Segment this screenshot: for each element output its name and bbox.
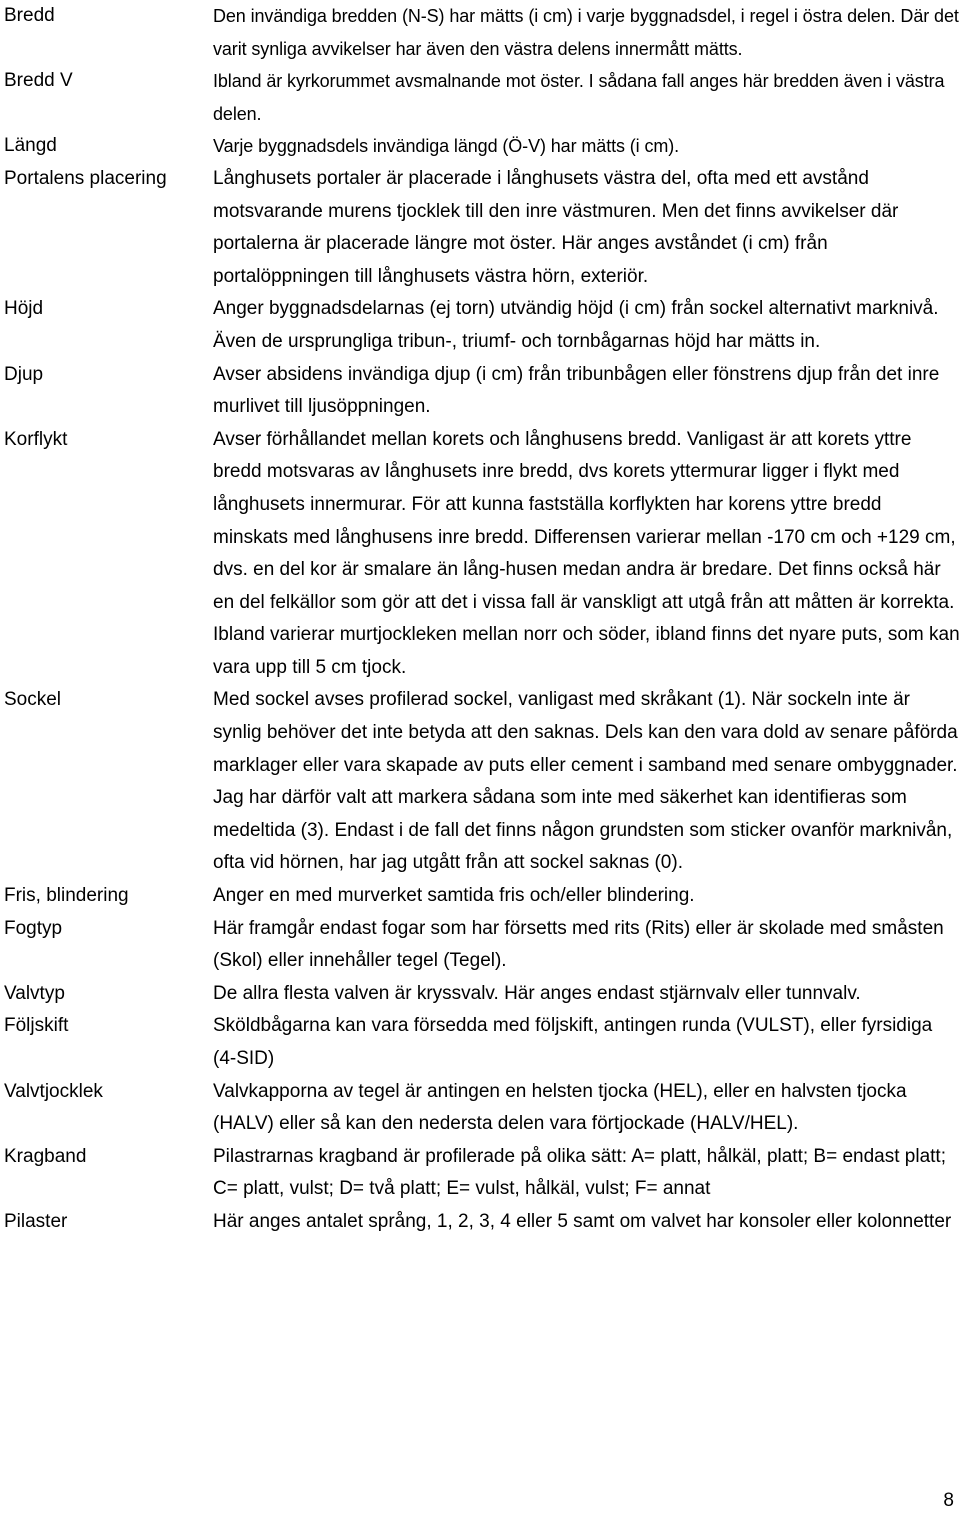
entry-bredd: [0, 0, 960, 65]
term: Djup: [4, 363, 44, 385]
entry-valvtyp: [0, 978, 960, 1011]
entry-portalens-placering: [0, 163, 960, 293]
definition: Anger byggnadsdelarnas (ej torn) utvändig höjd (i cm) från sockel alternativt marknivå. Även de ursprungliga tribun-, triumf- och tornbågarnas höjd har mätts in.: [213, 298, 939, 352]
entry-hojd: [0, 293, 960, 358]
term: Bredd: [4, 5, 55, 26]
entry-fogtyp: [0, 913, 960, 978]
term: Kragband: [4, 1145, 87, 1167]
definition: Varje byggnadsdels invändiga längd (Ö-V) har mätts (i cm).: [213, 136, 680, 157]
definition: De allra flesta valven är kryssvalv. Här anges endast stjärnvalv eller tunnvalv.: [213, 982, 861, 1004]
definition: Långhusets portaler är placerade i långhusets västra del, ofta med ett avstånd motsvarande murens tjocklek till den inre västmuren. Men det finns avvikelser där portalerna är placerade längre mot öster. Här anges avståndet (i cm) från portalöppningen till långhusets västra hörn, exteriör.: [213, 167, 899, 287]
definition: Här anges antalet språng, 1, 2, 3, 4 eller 5 samt om valvet har konsoler eller kolonnetter: [213, 1210, 952, 1232]
entry-pilaster: [0, 1206, 960, 1239]
term: Pilaster: [4, 1210, 68, 1232]
entry-bredd-v: [0, 65, 960, 130]
definition: Här framgår endast fogar som har försetts med rits (Rits) eller är skolade med småsten (Skol) eller innehåller tegel (Tegel).: [213, 917, 944, 972]
entry-sockel: [0, 684, 960, 880]
definition: Sköldbågarna kan vara försedda med följskift, antingen runda (VULST), eller fyrsidiga (4-SID): [213, 1015, 933, 1069]
entry-fris-blindering: [0, 880, 960, 913]
term: Korflykt: [4, 428, 68, 450]
term: Portalens placering: [4, 167, 167, 189]
definition: Pilastrarnas kragband är profilerade på olika sätt: A= platt, hålkäl, platt; B= endast platt; C= platt, vulst; D= två platt; E= vulst, hålkäl, vulst; F= annat: [213, 1145, 946, 1200]
definition: Valvkapporna av tegel är antingen en helsten tjocka (HEL), eller en halvsten tjocka (HALV) eller så kan den nedersta delen vara förtjockade (HALV/HEL).: [213, 1080, 907, 1135]
definition: Avser förhållandet mellan korets och långhusens bredd. Vanligast är att korets yttre bredd motsvaras av långhusets inre bredd, dvs korets yttermurar ligger i flykt med långhusets innermurar. För att kunna fastställa korflykten har korens yttre bredd minskats med långhusens inre bredd. Differensen varierar mellan -170 cm och +129 cm, dvs. en del kor är smalare än lång-husen medan andra är bredare. Det finns också här en del felkällor som gör att det i vissa fall är vanskligt att utgå från att måtten är korrekta. Ibland varierar murtjockleken mellan norr och söder, ibland finns det nyare puts, som kan vara upp till 5 cm tjock.: [213, 428, 960, 678]
entry-foljskift: [0, 1010, 960, 1075]
definition: Den invändiga bredden (N-S) har mätts (i cm) i varje byggnadsdel, i regel i östra delen. Där det varit synliga avvikelser har även den västra delens innermått mätts.: [213, 6, 959, 59]
definition: Ibland är kyrkorummet avsmalnande mot öster. I sådana fall anges här bredden även i västra delen.: [213, 71, 945, 124]
term: Valvtyp: [4, 982, 65, 1004]
term: Fogtyp: [4, 917, 63, 939]
term: Valvtjocklek: [4, 1080, 103, 1102]
term: Följskift: [4, 1015, 69, 1037]
page-number: 8: [943, 1490, 954, 1511]
entry-djup: [0, 359, 960, 424]
definition: Med sockel avses profilerad sockel, vanligast med skråkant (1). När sockeln inte är synlig behöver det inte betyda att den saknas. Dels kan den vara dold av senare påförda marklager eller vara skapade av puts eller cement i samband med senare ombyggnader. Jag har därför valt att markera sådana som inte med säkerhet kan identifieras som medeltida (3). Endast i de fall det finns någon grundsten som sticker ovanför marknivån, ofta vid hörnen, har jag utgått från att sockel saknas (0).: [213, 689, 958, 874]
term: Fris, blindering: [4, 885, 129, 907]
term: Höjd: [4, 298, 44, 320]
entry-korflykt: [0, 424, 960, 685]
definition: Anger en med murverket samtida fris och/eller blindering.: [213, 885, 695, 907]
term: Längd: [4, 135, 57, 157]
entry-valvtjocklek: [0, 1076, 960, 1141]
definition: Avser absidens invändiga djup (i cm) från tribunbågen eller fönstrens djup från det inre murlivet till ljusöppningen.: [213, 363, 940, 418]
entry-langd: [0, 130, 960, 163]
entry-kragband: [0, 1141, 960, 1206]
term: Bredd V: [4, 70, 73, 92]
term: Sockel: [4, 689, 62, 711]
